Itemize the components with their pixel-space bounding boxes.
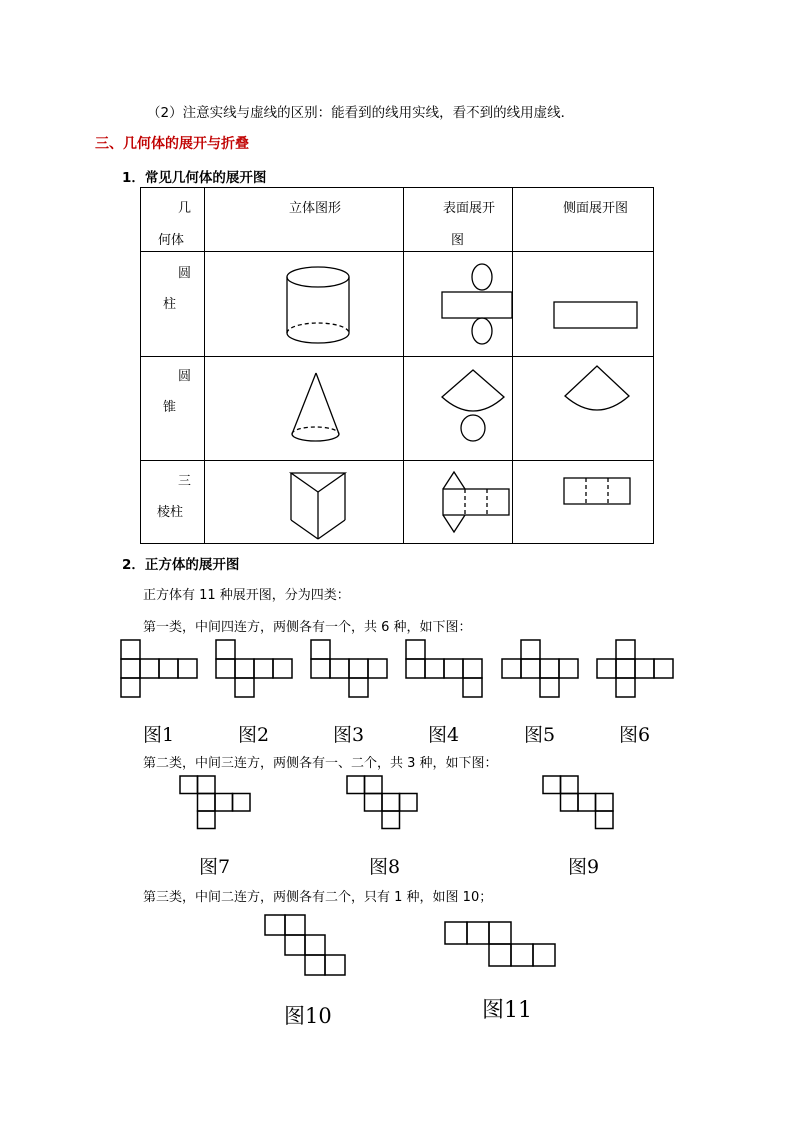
prism-surface-net [443, 472, 509, 532]
section-heading: 三、几何体的展开与折叠 [95, 136, 249, 152]
cube-net-9-square-3 [561, 794, 579, 812]
cube-net-7-square-4 [215, 794, 233, 812]
cube-net-8-square-1 [347, 776, 365, 794]
header-solid-line1: 几 [178, 201, 192, 216]
cube-net-5-square-2 [502, 659, 521, 678]
note-line: （2）注意实线与虚线的区别：能看到的线用实线，看不到的线用虚线． [147, 105, 575, 121]
cube-net-1-square-5 [178, 659, 197, 678]
fig-label-1: 图1 [143, 724, 175, 746]
cube-net-10 [265, 915, 345, 975]
row-prism-line1: 三 [178, 474, 192, 489]
cone-3d-figure [292, 373, 339, 441]
fig-label-5: 图5 [524, 724, 556, 746]
cube-net-10-square-2 [285, 915, 305, 935]
row-prism-line2: 棱柱 [157, 505, 184, 520]
cube-net-11-square-6 [533, 944, 555, 966]
row-cylinder-line2: 柱 [163, 297, 177, 312]
row-cylinder-line1: 圆 [178, 266, 192, 281]
cube-net-6-square-6 [616, 678, 635, 697]
cube-net-2 [216, 640, 292, 697]
cube-net-8-square-2 [365, 776, 383, 794]
fig-label-10: 图10 [284, 1004, 332, 1028]
row-cone-line2: 锥 [163, 400, 177, 415]
cube-net-6 [597, 640, 673, 697]
fig-label-6: 图6 [619, 724, 651, 746]
cube-net-11-square-5 [511, 944, 533, 966]
cube-net-11-square-1 [445, 922, 467, 944]
cube-net-2-square-4 [254, 659, 273, 678]
class3-text: 第三类，中间二连方，两侧各有二个，只有 1 种，如图 10； [143, 890, 493, 905]
cube-net-4-square-4 [444, 659, 463, 678]
cube-net-3-square-5 [368, 659, 387, 678]
cube-net-8-square-4 [382, 794, 400, 812]
cube-net-7-square-5 [233, 794, 251, 812]
cube-net-6-square-4 [635, 659, 654, 678]
cube-net-5 [502, 640, 578, 697]
cube-net-2-square-2 [216, 659, 235, 678]
cube-net-7 [180, 776, 250, 829]
cube-net-5-square-1 [521, 640, 540, 659]
cube-net-8-square-6 [382, 811, 400, 829]
cube-net-2-square-6 [235, 678, 254, 697]
cube-net-11-square-3 [489, 922, 511, 944]
cube-net-4-square-3 [425, 659, 444, 678]
cube-net-6-square-1 [616, 640, 635, 659]
header-surface-line2: 图 [451, 233, 465, 248]
cylinder-3d-figure [287, 267, 349, 343]
cylinder-surface-net [442, 264, 512, 344]
cube-net-3-square-1 [311, 640, 330, 659]
fig-label-7: 图7 [199, 856, 231, 878]
prism-lateral-net [564, 478, 630, 504]
cube-net-5-square-6 [540, 678, 559, 697]
cube-net-1 [121, 640, 197, 697]
fig-label-3: 图3 [333, 724, 365, 746]
cube-net-10-square-1 [265, 915, 285, 935]
subsection-heading-1: 1．常见几何体的展开图 [122, 170, 267, 186]
cube-net-9-square-4 [578, 794, 596, 812]
cube-net-2-square-5 [273, 659, 292, 678]
cube-net-9-square-5 [596, 794, 614, 812]
fig-label-8: 图8 [369, 856, 401, 878]
cube-net-1-square-2 [121, 659, 140, 678]
cube-net-4-square-5 [463, 659, 482, 678]
geometry-table-grid [141, 188, 654, 544]
cone-surface-net [442, 370, 504, 441]
subsection-heading-2: 2．正方体的展开图 [122, 557, 240, 573]
cube-net-10-square-5 [305, 955, 325, 975]
cube-net-9-square-2 [561, 776, 579, 794]
fig-label-4: 图4 [428, 724, 460, 746]
cube-net-3-square-3 [330, 659, 349, 678]
cube-net-6-square-3 [616, 659, 635, 678]
fig-label-2: 图2 [238, 724, 270, 746]
fig-label-11: 图11 [482, 998, 532, 1023]
cube-net-4-square-1 [406, 640, 425, 659]
fig-label-9: 图9 [568, 856, 600, 878]
cube-net-3 [311, 640, 387, 697]
cube-net-3-square-6 [349, 678, 368, 697]
cube-net-7-square-3 [198, 794, 216, 812]
cube-net-9-square-1 [543, 776, 561, 794]
cube-net-4-square-2 [406, 659, 425, 678]
cube-net-1-square-3 [140, 659, 159, 678]
triangular-prism-3d-figure [291, 473, 345, 539]
cube-net-10-square-3 [285, 935, 305, 955]
cube-net-4 [406, 640, 482, 697]
cube-net-11 [445, 922, 555, 966]
cube-net-6-square-2 [597, 659, 616, 678]
cube-net-8-square-5 [400, 794, 418, 812]
cube-net-6-square-5 [654, 659, 673, 678]
cube-net-1-square-4 [159, 659, 178, 678]
cube-net-5-square-4 [540, 659, 559, 678]
cube-net-5-square-3 [521, 659, 540, 678]
cube-net-3-square-4 [349, 659, 368, 678]
header-solid-line2: 何体 [158, 233, 185, 248]
cube-net-11-square-2 [467, 922, 489, 944]
intro-text: 正方体有 11 种展开图，分为四类： [143, 588, 350, 603]
cube-net-10-square-6 [325, 955, 345, 975]
cube-net-7-square-1 [180, 776, 198, 794]
cube-net-8-square-3 [365, 794, 383, 812]
cylinder-lateral-net [554, 302, 637, 328]
cube-net-7-square-2 [198, 776, 216, 794]
class1-text: 第一类，中间四连方，两侧各有一个，共 6 种，如下图： [143, 620, 472, 635]
cube-net-7-square-6 [198, 811, 216, 829]
cube-net-2-square-1 [216, 640, 235, 659]
header-surface-line1: 表面展开 [443, 201, 496, 216]
cube-net-2-square-3 [235, 659, 254, 678]
class2-text: 第二类，中间三连方，两侧各有一、二个，共 3 种，如下图： [143, 756, 498, 771]
cube-net-9-square-6 [596, 811, 614, 829]
cube-net-5-square-5 [559, 659, 578, 678]
cone-lateral-net [565, 366, 629, 410]
cube-net-8 [347, 776, 417, 829]
cube-net-11-square-4 [489, 944, 511, 966]
cube-net-4-square-6 [463, 678, 482, 697]
header-lateral: 侧面展开图 [563, 201, 629, 216]
cube-net-3-square-2 [311, 659, 330, 678]
row-cone-line1: 圆 [178, 369, 192, 384]
cube-net-10-square-4 [305, 935, 325, 955]
cube-net-1-square-6 [121, 678, 140, 697]
cube-net-1-square-1 [121, 640, 140, 659]
cube-net-9 [543, 776, 613, 829]
header-3d-shape: 立体图形 [289, 201, 342, 216]
